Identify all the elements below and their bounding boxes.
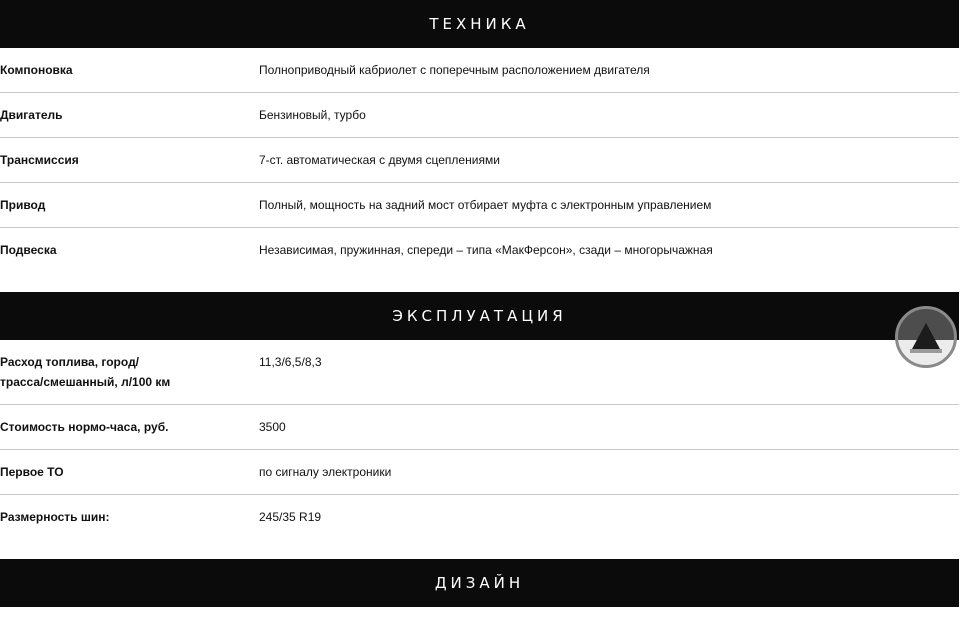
spec-label: Трансмиссия <box>0 153 79 167</box>
spec-label: Привод <box>0 198 46 212</box>
spec-table-ops <box>0 340 959 539</box>
spec-value: Независимая, пружинная, спереди – типа «МакФерсон», сзади – многорычажная <box>259 243 713 257</box>
table-row <box>0 405 959 450</box>
table-row <box>0 93 959 138</box>
spec-value: 245/35 R19 <box>259 510 322 524</box>
table-row <box>0 48 959 93</box>
table-row <box>0 495 959 539</box>
scroll-to-top-button[interactable] <box>895 306 957 368</box>
spec-label: Размерность шин: <box>0 510 110 524</box>
table-row <box>0 183 959 228</box>
spec-value: Полный, мощность на задний мост отбирает муфта с электронным управлением <box>259 198 712 212</box>
arrow-up-icon <box>898 309 954 365</box>
spec-value: 11,3/6,5/8,3 <box>259 355 322 369</box>
section-header-design: ДИЗАЙН <box>0 559 959 607</box>
spec-value: 3500 <box>259 420 286 434</box>
table-row <box>0 340 959 405</box>
table-row <box>0 228 959 272</box>
spec-label: Стоимость нормо-часа, руб. <box>0 420 169 434</box>
spec-label: Подвеска <box>0 243 57 257</box>
spec-label: Компоновка <box>0 63 73 77</box>
section-header-tech: ТЕХНИКА <box>0 0 959 48</box>
spec-value: Бензиновый, турбо <box>259 108 366 122</box>
spec-label: Расход топлива, город/трасса/смешанный, л/100 км <box>0 355 171 389</box>
spec-value: Полноприводный кабриолет с поперечным расположением двигателя <box>259 63 650 77</box>
spec-value: 7-ст. автоматическая с двумя сцеплениями <box>259 153 500 167</box>
spec-label: Первое ТО <box>0 465 64 479</box>
spec-table-tech <box>0 48 959 272</box>
spec-label: Двигатель <box>0 108 63 122</box>
spec-value: по сигналу электроники <box>259 465 392 479</box>
table-row <box>0 138 959 183</box>
section-header-ops: ЭКСПЛУАТАЦИЯ <box>0 292 959 340</box>
table-row <box>0 450 959 495</box>
